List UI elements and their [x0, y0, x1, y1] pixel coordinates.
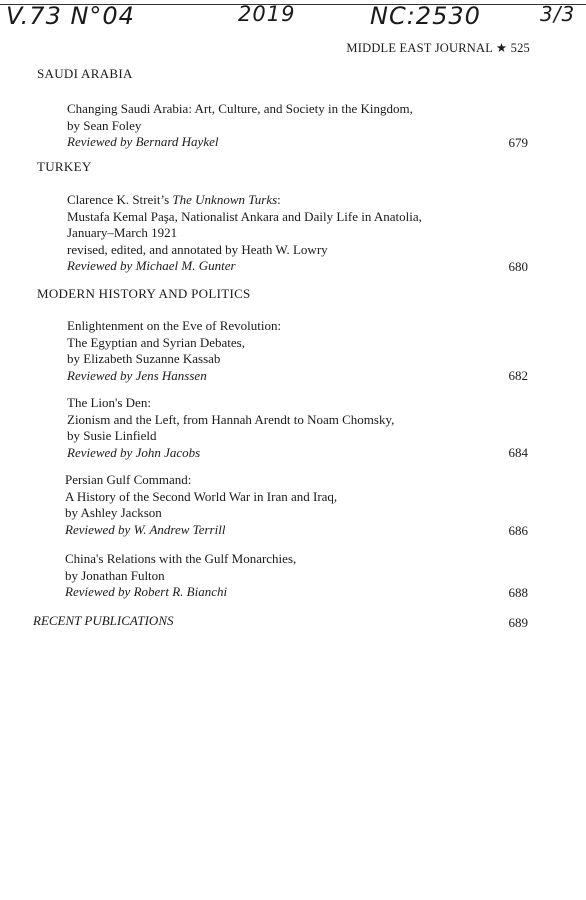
toc-entry — [65, 551, 525, 601]
entry-reviewer: Reviewed by Jens Hanssen — [67, 367, 207, 383]
entry-author-line: by Susie Linfield — [67, 428, 157, 443]
entry-title-line: The Egyptian and Syrian Debates, — [67, 334, 245, 350]
entry-title-line: Zionism and the Left, from Hannah Arendt to Noam Chomsky, — [67, 411, 395, 427]
recent-publications-label: RECENT PUBLICATIONS — [33, 613, 174, 628]
entry-title-line: Mustafa Kemal Paşa, Nationalist Ankara and Daily Life in Anatolia, — [67, 208, 422, 224]
toc-entry — [65, 472, 525, 538]
entry-title-line: A History of the Second World War in Iran and Iraq, — [65, 488, 338, 504]
toc-entry — [67, 192, 527, 275]
entry-author-line: by Jonathan Fulton — [65, 567, 165, 583]
entry-page-number: 688 — [508, 585, 528, 600]
handwritten-year: 2019 — [238, 2, 296, 26]
recent-publications-page: 689 — [508, 615, 528, 630]
entry-page-number: 679 — [508, 135, 528, 150]
entry-author-line: by Sean Foley — [67, 117, 142, 133]
entry-title-line: Enlightenment on the Eve of Revolution: — [67, 318, 282, 333]
entry-reviewer: Reviewed by W. Andrew Terrill — [65, 521, 226, 537]
section-heading-modern-history: MODERN HISTORY AND POLITICS — [37, 286, 251, 301]
entry-reviewer: Reviewed by Michael M. Gunter — [67, 258, 236, 273]
handwritten-code: NC:2530 — [370, 2, 481, 30]
handwritten-fraction: 3/3 — [540, 2, 576, 26]
section-heading-turkey: TURKEY — [37, 159, 92, 174]
entry-title-line: China's Relations with the Gulf Monarchies, — [65, 551, 297, 566]
entry-page-number: 684 — [508, 445, 528, 460]
entry-page-number: 682 — [508, 368, 528, 383]
toc-entry — [67, 318, 527, 384]
entry-reviewer: Reviewed by John Jacobs — [67, 444, 201, 460]
entry-title-line: Persian Gulf Command: — [65, 472, 192, 487]
entry-page-number: 680 — [508, 259, 528, 274]
handwritten-volume: V.73 N°04 — [6, 2, 135, 30]
entry-title-line: Clarence K. Streit’s The Unknown Turks: — [67, 192, 281, 207]
toc-entry — [67, 395, 527, 461]
entry-reviewer: Reviewed by Robert R. Bianchi — [65, 584, 228, 599]
entry-title-line: Changing Saudi Arabia: Art, Culture, and Society in the Kingdom, — [67, 101, 413, 116]
entry-author-line: by Elizabeth Suzanne Kassab — [67, 351, 221, 366]
section-heading-saudi-arabia: SAUDI ARABIA — [37, 66, 133, 81]
toc-entry — [67, 101, 527, 151]
entry-title-line: January–March 1921 — [67, 225, 178, 240]
entry-title-line: The Lion's Den: — [67, 395, 151, 410]
entry-reviewer: Reviewed by Bernard Haykel — [67, 134, 219, 149]
entry-author-line: by Ashley Jackson — [65, 505, 162, 520]
running-head: MIDDLE EAST JOURNAL ★ 525 — [346, 41, 530, 55]
entry-page-number: 686 — [508, 523, 528, 538]
entry-author-line: revised, edited, and annotated by Heath W. Lowry — [67, 241, 328, 257]
